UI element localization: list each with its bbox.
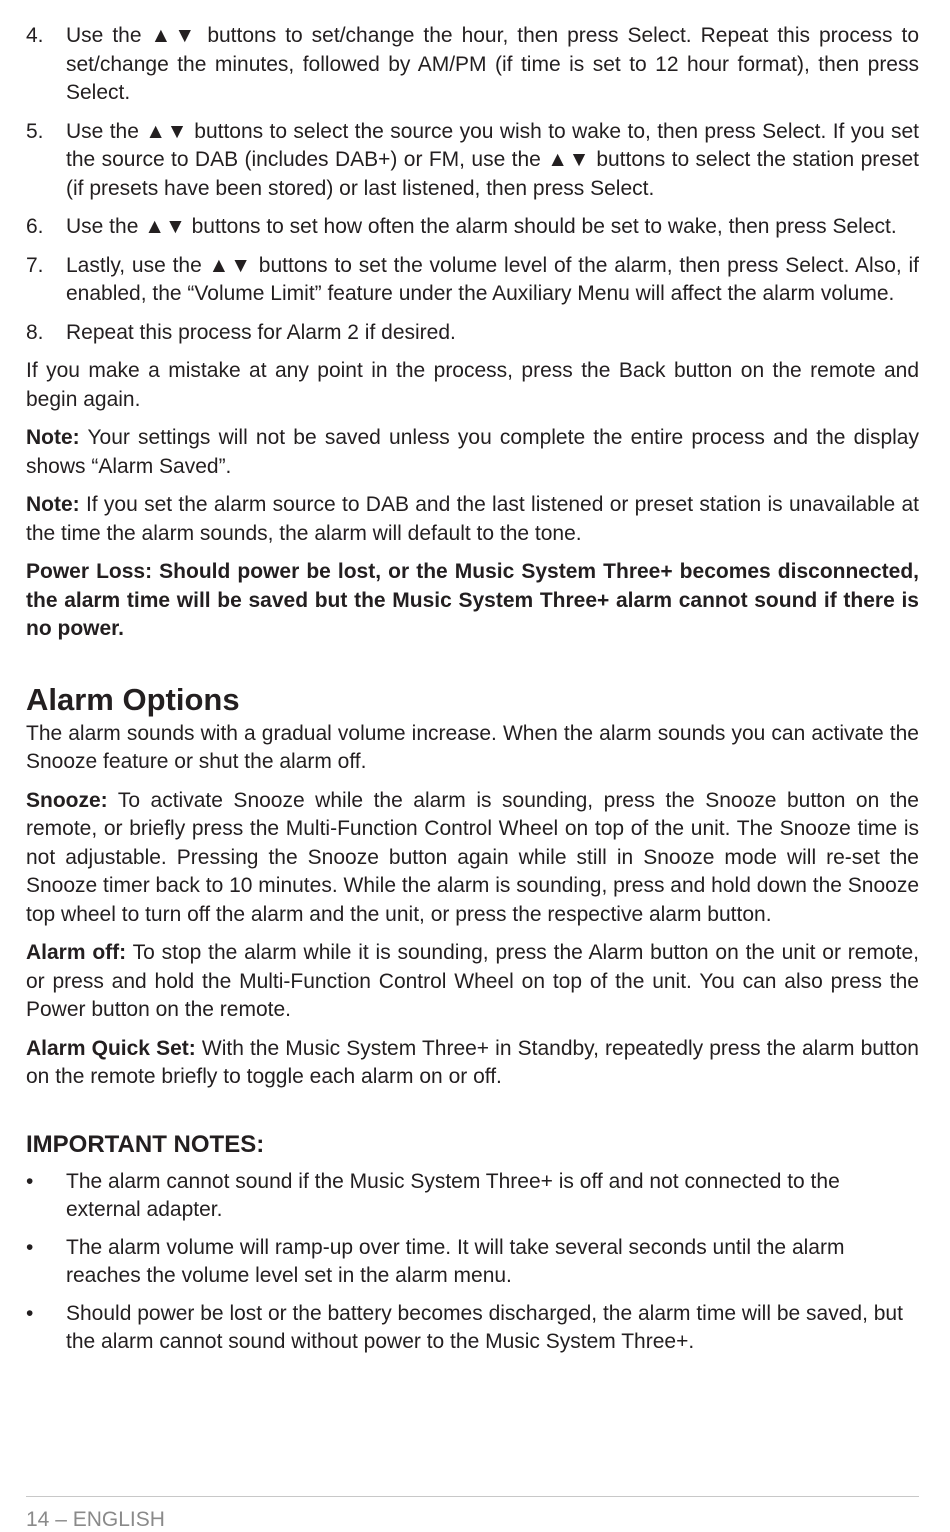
list-item — [26, 1300, 919, 1357]
alarm-off-label: Alarm off: — [26, 941, 127, 964]
snooze-label: Snooze: — [26, 788, 108, 812]
step-item — [26, 319, 919, 348]
note-settings-saved — [26, 424, 919, 481]
step-item — [26, 118, 919, 204]
important-notes-list — [26, 1168, 919, 1357]
step-item — [26, 252, 919, 309]
note-item-text: The alarm volume will ramp-up over time. It will take several seconds until the alarm reaches the volume level set in the alarm menu. — [66, 1235, 845, 1287]
note-item-text: The alarm cannot sound if the Music System Three+ is off and not connected to the external adapter. — [66, 1169, 840, 1221]
power-loss-warning: Power Loss: Should power be lost, or the Music System Three+ becomes disconnected, the alarm time will be saved but the Music System Three+ alarm cannot sound if there is no power. — [26, 560, 919, 640]
page-footer: 14 – ENGLISH — [26, 1508, 165, 1531]
note-text: Your settings will not be saved unless you complete the entire process and the display shows “Alarm Saved”. — [26, 426, 919, 478]
step-item — [26, 22, 919, 108]
manual-page — [26, 22, 919, 1366]
list-item — [26, 1234, 919, 1291]
note-text: If you set the alarm source to DAB and the last listened or preset station is unavailable at the time the alarm sounds, the alarm will default to the tone. — [26, 493, 919, 545]
step-text: Use the ▲▼ buttons to select the source you wish to wake to, then press Select. If you set the source to DAB (includes DAB+) or FM, use the ▲▼ buttons to select the station preset (if presets have been stored) or last listened, then press Select. — [66, 119, 919, 200]
list-item — [26, 1168, 919, 1225]
step-number: 8. — [26, 320, 44, 344]
quick-set-paragraph — [26, 1035, 919, 1092]
step-item — [26, 213, 919, 242]
note-label: Note: — [26, 426, 80, 449]
step-text: Repeat this process for Alarm 2 if desired. — [66, 320, 456, 344]
bullet-icon: • — [26, 1169, 34, 1193]
quick-set-label: Alarm Quick Set: — [26, 1036, 196, 1060]
alarm-options-intro: The alarm sounds with a gradual volume increase. When the alarm sounds you can activate the Snooze feature or shut the alarm off. — [26, 721, 919, 773]
bullet-icon: • — [26, 1301, 34, 1325]
step-number: 4. — [26, 24, 44, 47]
footer-divider — [26, 1496, 919, 1497]
step-text: Use the ▲▼ buttons to set how often the alarm should be set to wake, then press Select. — [66, 215, 897, 238]
note-item-text: Should power be lost or the battery becomes discharged, the alarm time will be saved, but the alarm cannot sound without power to the Music System Three+. — [66, 1301, 903, 1353]
alarm-off-text: To stop the alarm while it is sounding, press the Alarm button on the unit or remote, or press and hold the Multi-Function Control Wheel on top of the unit. You can also press the Power button on the remote. — [26, 941, 919, 1021]
snooze-paragraph — [26, 787, 919, 930]
note-dab-source — [26, 491, 919, 548]
step-number: 7. — [26, 253, 44, 277]
important-notes-heading: IMPORTANT NOTES: — [26, 1130, 265, 1158]
step-text: Use the ▲▼ buttons to set/change the hour, then press Select. Repeat this process to set/change the minutes, followed by AM/PM (if time is set to 12 hour format), then press Select. — [66, 24, 919, 104]
alarm-options-heading: Alarm Options — [26, 681, 240, 717]
step-number: 5. — [26, 119, 44, 143]
step-number: 6. — [26, 215, 44, 238]
bullet-icon: • — [26, 1235, 34, 1259]
snooze-text: To activate Snooze while the alarm is sounding, press the Snooze button on the remote, or briefly press the Multi-Function Control Wheel on top of the unit. The Snooze time is not adjustable. Pressing the Snooze button again while still in Snooze mode will re-set the Snooze timer back to 10 minutes. While the alarm is sounding, press and hold down the Snooze top wheel to turn off the alarm and the unit, or press the respective alarm button. — [26, 788, 920, 926]
alarm-steps-list — [26, 22, 919, 347]
note-label: Note: — [26, 493, 80, 516]
alarm-off-paragraph — [26, 939, 919, 1025]
mistake-paragraph: If you make a mistake at any point in the process, press the Back button on the remote and begin again. — [26, 359, 919, 411]
quick-set-text: With the Music System Three+ in Standby, repeatedly press the alarm button on the remote briefly to toggle each alarm on or off. — [26, 1036, 919, 1088]
step-text: Lastly, use the ▲▼ buttons to set the volume level of the alarm, then press Select. Also, if enabled, the “Volume Limit” feature under the Auxiliary Menu will affect the alarm volume. — [66, 253, 919, 305]
